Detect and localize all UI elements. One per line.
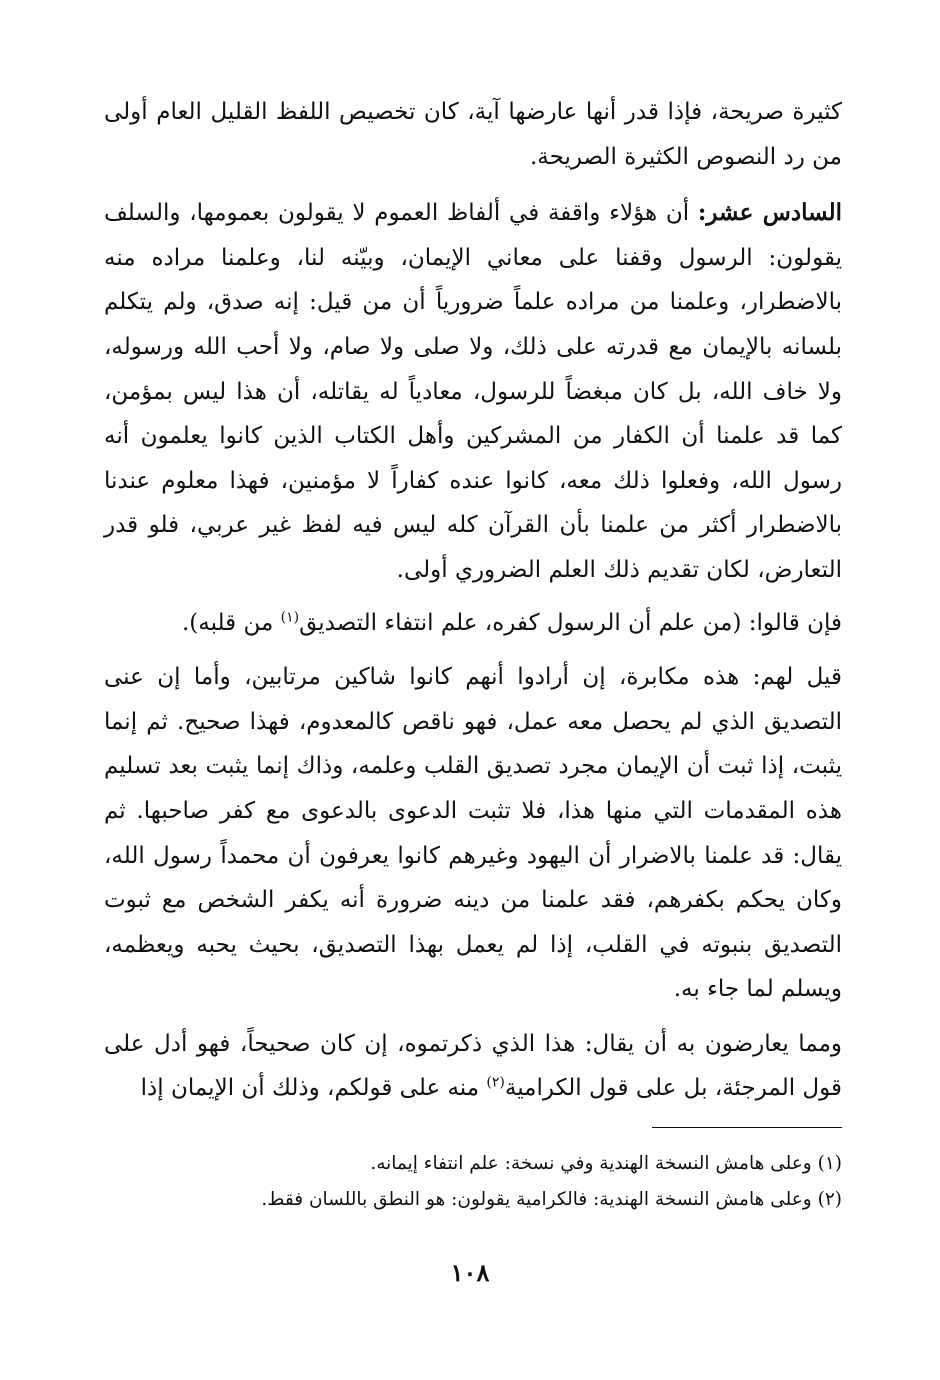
footnote-1: (١) وعلى هامش النسخة الهندية وفي نسخة: علم انتفاء إيمانه.: [370, 1153, 842, 1174]
main-text: [104, 90, 842, 1111]
paragraph-2-body: أن هؤلاء واقفة في ألفاظ العموم لا يقولون بعمومها، والسلف يقولون: الرسول وقفنا على معاني الإيمان، وبيّنه لنا، وعلمنا مراده منه بالاضطرار، وعلمنا من مراده علماً ضرورياً أن من قيل: إنه صدق، ولم يتكلم بلسانه بالإيمان مع قدرته على ذلك، ولا صلى ولا صام، ولا أحب الله ورسوله، ولا خاف الله، بل كان مبغضاً للرسول، معادياً له يقاتله، أن هذا ليس بمؤمن، كما قد علمنا أن الكفار من المشركين وأهل الكتاب الذين كانوا يعلمون أنه رسول الله، وفعلوا ذلك معه، كانوا عنده كفاراً لا مؤمنين، فهذا معلوم عندنا بالاضطرار أكثر من علمنا بأن القرآن كله ليس فيه لفظ غير عربي، فلو قدر التعارض، لكان تقديم ذلك العلم الضروري أولى.: [104, 200, 842, 583]
paragraph-1: كثيرة صريحة، فإذا قدر أنها عارضها آية، كان تخصيص اللفظ القليل العام أولى من رد النصوص الكثيرة الصريحة.: [104, 99, 842, 170]
paragraph-4: قيل لهم: هذه مكابرة، إن أرادوا أنهم كانوا شاكين مرتابين، وأما إن عنى التصديق الذي لم يحصل معه عمل، فهو ناقص كالمعدوم، فهذا صحيح. ثم إنما يثبت، إذا ثبت أن الإيمان مجرد تصديق القلب وعلمه، وذاك إنما يثبت بعد تسليم هذه المقدمات التي منها هذا، فلا تثبت الدعوى بالدعوى مع كفر صاحبها. ثم يقال: قد علمنا بالاضرار أن اليهود وغيرهم كانوا يعرفون أن محمداً رسول الله، وكان يحكم بكفرهم، فقد علمنا من دينه ضرورة أنه يكفر الشخص مع ثبوت التصديق بنبوته في القلب، إذا لم يعمل بهذا التصديق، بحيث يحبه ويعظمه، ويسلم لما جاء به.: [104, 664, 842, 1003]
paragraph-3-end: من قلبه).: [181, 609, 281, 636]
section-heading: السادس عشر:: [697, 199, 842, 227]
footnote-ref-1[interactable]: (١): [280, 608, 300, 625]
paragraph-2: [104, 191, 842, 592]
paragraph-5-start: ومما يعارضون به أن يقال: هذا الذي ذكرتموه، إن كان صحيحاً، فهو أدل على قول المرجئة، بل على قول الكرامية: [104, 1030, 842, 1102]
page-number: ١٠٨: [450, 1258, 490, 1287]
paragraph-5: [104, 1022, 842, 1111]
footnote-divider: [652, 1127, 842, 1128]
footnote-2: (٢) وعلى هامش النسخة الهندية: فالكرامية يقولون: هو النطق باللسان فقط.: [261, 1189, 842, 1210]
paragraph-3-start: فإن قالوا: (من علم أن الرسول كفره، علم انتفاء التصديق: [299, 609, 842, 636]
paragraph-5-end: منه على قولكم، وذلك أن الإيمان إذا: [140, 1075, 487, 1102]
footnote-ref-2[interactable]: (٢): [486, 1074, 505, 1091]
paragraph-3: [104, 601, 842, 646]
footnotes: [104, 1146, 842, 1218]
